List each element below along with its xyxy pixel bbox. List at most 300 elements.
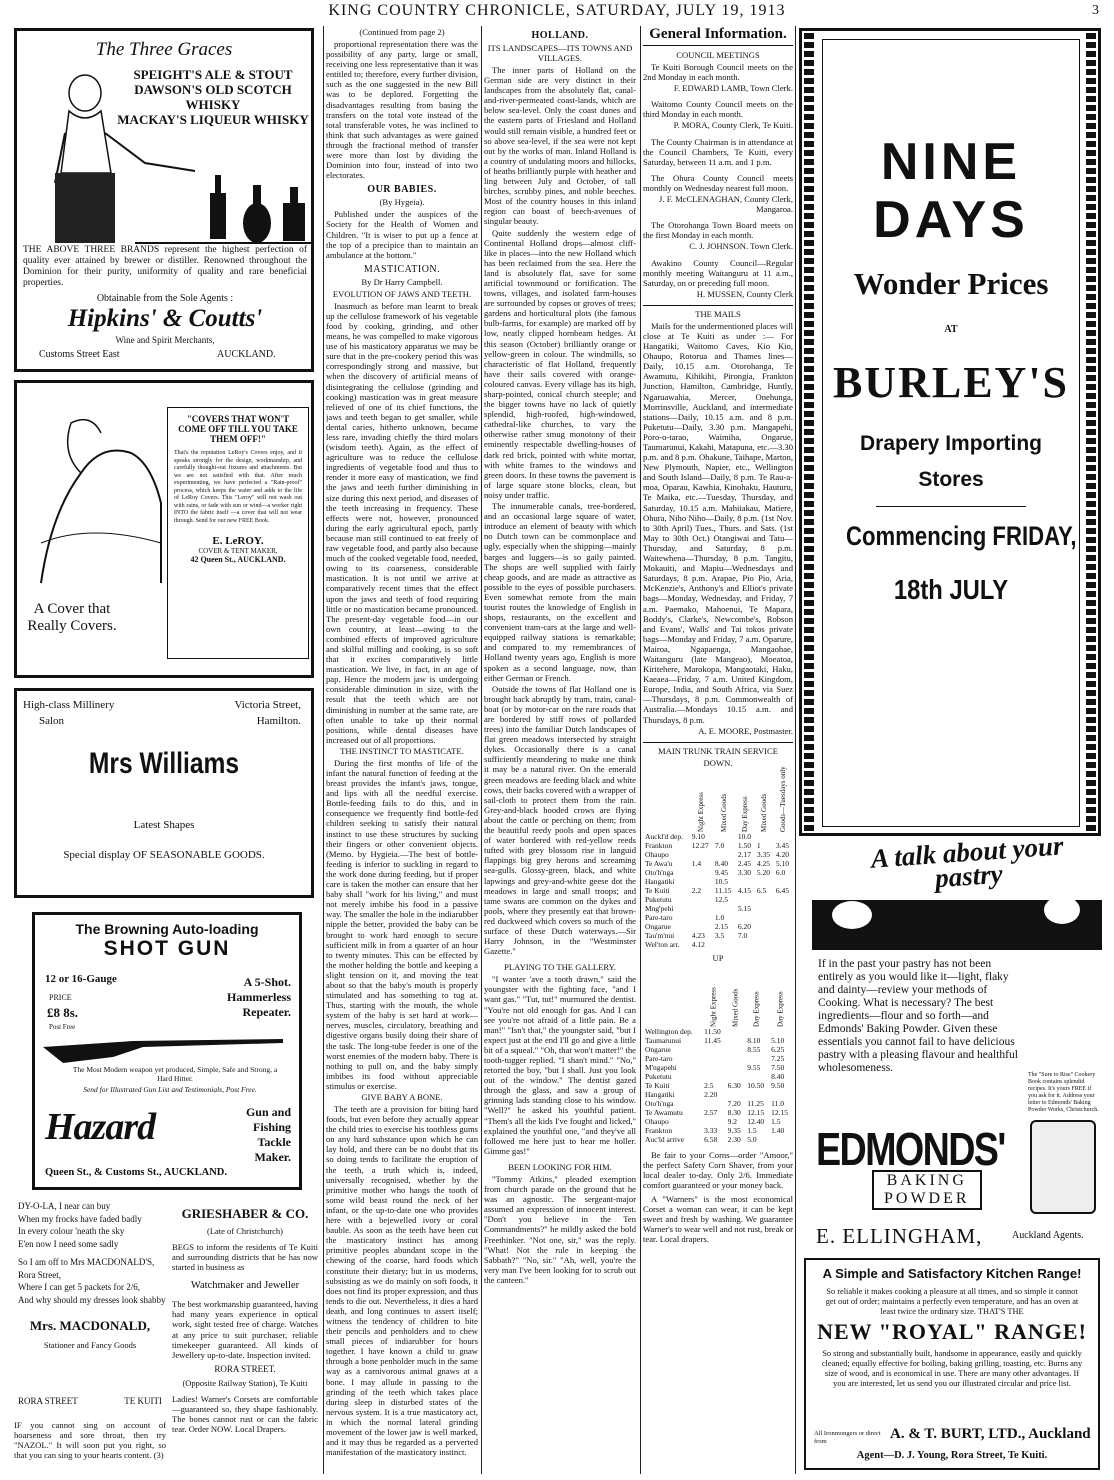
brand-3: MACKAY'S LIQUEUR WHISKY — [117, 112, 309, 127]
council-signature: F. EDWARD LAMB, Town Clerk. — [673, 83, 793, 94]
warner-ad: Ladies! Warner's Corsets are comfortable—guaranteed so, they shape fashionably. The bones cannot rust or can the fabric tear. Order NOW. Local Drapers. — [172, 1393, 318, 1435]
train-time — [774, 904, 793, 913]
train-time — [755, 940, 774, 949]
browning-right: A 5-Shot. Hammerless Repeater. — [227, 975, 291, 1019]
train-time — [745, 1054, 769, 1063]
train-time: 5.0 — [747, 1134, 757, 1144]
train-time — [690, 922, 713, 931]
leroy-trade: COVER & TENT MAKER, — [198, 547, 278, 555]
train-station: Ongarue — [645, 921, 671, 931]
train-time — [702, 1063, 726, 1072]
wonder-prices: Wonder Prices — [853, 266, 1049, 301]
train-time: 8.30 — [727, 1107, 741, 1117]
train-station: Pare-taro — [645, 912, 673, 922]
train-station: Oto'h'nga — [645, 867, 674, 877]
page-number: 3 — [1092, 3, 1100, 18]
train-table-header — [643, 770, 793, 832]
train-time: 12.27 — [691, 840, 709, 850]
train-table-row — [643, 913, 793, 922]
train-time: 2.30 — [727, 1134, 741, 1144]
train-time — [726, 1063, 746, 1072]
bone-heading: GIVE BABY A BONE. — [361, 1092, 443, 1102]
horse-illustration — [21, 393, 171, 593]
train-column-label: Day Express — [740, 796, 749, 832]
border-pattern — [804, 33, 814, 831]
train-time — [702, 1045, 726, 1054]
train-time — [702, 1117, 726, 1126]
graces-body: THE ABOVE THREE BRANDS represent the highest perfection of quality ever attained by brewer or distiller. Renowned throughout the Dominion for their purity, uniformity of quality and rare beneficial properties. — [23, 245, 307, 288]
train-time — [774, 940, 793, 949]
train-time: 2.2 — [691, 885, 702, 895]
train-time: 6.20 — [737, 921, 751, 931]
dyola-name: Mrs. MACDONALD, — [29, 1318, 151, 1333]
article-paragraph: "Tommy Atkins," pleaded exemption from church parade on the ground that he was an agnostic. The sergeant-major assumed an expression of innocent interest. "Don't you believe in the Ten Commandments?" he mildly asked the bold Freethinker. "Not one, sir," was the reply. "What! Not the rule in keeping the Sabbath?" "No, sir." "Ah, well, you're the very man I've been looking for to scrub out the canteen." — [484, 1173, 636, 1285]
train-time: 12.15 — [771, 1107, 788, 1117]
train-station: Te Kuiti — [645, 1080, 670, 1090]
train-station: M'ngapehi — [645, 1062, 677, 1072]
train-time — [726, 1036, 746, 1045]
train-station: Taumarunui — [645, 1035, 682, 1045]
dyola-line: DY-O-LA, I near can buy — [18, 1201, 111, 1211]
article-paragraph: During the first months of life of the infant the natural function of feeding at the breast provides the infant's jaws, tongue, and lips with all the needful exercise. Bottle-feeding fails to do this, and in consequence we frequently find bottle-fed children seeking to satisfy their natural instinct to use these structures by sucking their fingers or other convenient objects. (Memo. by Hygieia.—The best of bottle-feeding is inferior to suckling in regard to the work done during feeding, but if proper care is taken the mother can ensure that her baby shall "work for his living," and must not merely imbibe his food in a passive way. The smaller the hole in the indiarubber nipple the better, provided the baby can be brought to work hard enough to secure sufficient milk in from a quarter of an hour to twenty minutes. This can be effected by the mother holding the bottle and keeping a slight tension on it, and moving the teat about so that the baby's mouth is properly stimulated and has something to tug at. Thus, starting with the mouth, the whole system of the baby is set hard at work—nerves, muscles, circulatory, breathing and digestive organs busily doing their share of the task. The long-tube feeder is one of the worst enemies of the modern baby. There is nothing to pull on, and the baby simply imbibes its food without appreciable stimulus or exercise. — [326, 757, 478, 1091]
grieshaber-trade: Watchmaker and Jeweller — [190, 1280, 300, 1292]
grieshaber-ad — [172, 1206, 318, 1474]
train-time: 6.5 — [756, 885, 767, 895]
column-rule — [481, 26, 482, 1474]
ellingham-sub: Auckland Agents. — [1012, 1230, 1084, 1241]
train-time — [745, 1072, 769, 1081]
article-paragraph: Quite suddenly the western edge of Continental Holland drops—almost cliff-like in places—into the new Holland which has been reclaimed from the sea. Here the land is absolutely flat, save for some artificial townmound or fortification. The towns, villages, and isolated farm-houses are surrounded by copses or groves of trees; gardens and horticultural plots (the famous bulb-farms, for example) are marked off by low, neatly clipped hornbeam hedges. At this season (October) brilliantly orange or yellow-green in colour. The windmills, so characteristic of flat Holland, frequently have their sails covered with orange-coloured canvas. Every village has its high, sharp-pointed, conical church steeple; and the bigger towns have no lack of quietly splendid, high-roofed, high-windowed, cathedral-like churches, to vary the otherwise rather smug monotony of their eminently respectable dwelling-houses of dark red brick, pointed with white mortar, with white frames to the windows and green doors. In these towns the pavement is of large square stone blocks, clean, but noisy under traffic. — [484, 227, 636, 500]
train-time — [745, 1090, 769, 1099]
train-heading: MAIN TRUNK TRAIN SERVICE — [643, 742, 793, 756]
stores-text: Stores — [918, 468, 984, 491]
train-table-row — [643, 922, 793, 931]
train-time: 1.0 — [714, 912, 725, 922]
leroy-body: That's the reputation LeRoy's Covers enjoy, and it speaks strongly for the design, workmanship, and carefully thought-out fixtures and attachments. But we are not satisfied with that. After much experimenting, we have perfected a "Rain-proof" process, which keeps the water and adds to the life of LeRoy Covers. This "Leroy" will not wash out with rains, or fade with sun or wind—a worker right INTO the fabric itself —a cover that will not wear through. Send for our new FREE Book. — [174, 450, 302, 524]
train-time: 10.5 — [714, 876, 729, 886]
train-time: 5.10 — [775, 858, 790, 868]
browning-title: The Browning Auto-loading — [75, 921, 259, 937]
train-column-label: Night Express — [709, 986, 718, 1027]
train-table-row — [643, 841, 793, 850]
train-time: 12.40 — [747, 1116, 765, 1126]
train-time — [702, 1099, 726, 1108]
train-time: 6.58 — [704, 1134, 718, 1144]
train-time — [774, 895, 793, 904]
train-time — [774, 931, 793, 940]
train-time — [702, 1054, 726, 1063]
train-time — [755, 931, 774, 940]
train-time — [726, 1090, 746, 1099]
dyola-line: In every colour 'neath the sky — [18, 1226, 125, 1236]
range-body: So reliable it makes cooking a pleasure at all times, and so simple it cannot get out of order; maintains a perfectly even temperature, and has an oven at least twice the ordinary size. THAT'S THE — [825, 1287, 1079, 1316]
corset-ad: A "Warners" is the most economical Corset a woman can wear, it can be kept sweet and fresh by washing. We guarantee Warner's to wear well and not rust, break or tear. Local drapers. — [643, 1194, 793, 1245]
date-text: 18th JULY — [893, 574, 1009, 605]
train-time — [774, 922, 793, 931]
train-time — [690, 895, 713, 904]
browning-brand-right: Gun and Fishing Tackle Maker. — [245, 1105, 291, 1164]
masthead — [0, 0, 1114, 22]
column-health — [326, 26, 478, 1474]
burleys-name: BURLEY'S — [832, 358, 1070, 407]
train-time: 2.5 — [704, 1080, 714, 1090]
train-time — [755, 895, 774, 904]
train-time — [755, 913, 774, 922]
dyola-sub: Stationer and Fancy Goods — [43, 1340, 137, 1350]
edmonds-powder: POWDER — [884, 1190, 970, 1207]
train-time — [726, 1054, 746, 1063]
leroy-ad — [14, 380, 314, 678]
train-table-row — [643, 1063, 793, 1072]
our-babies-heading: OUR BABIES. — [367, 184, 437, 196]
train-time: 2.57 — [704, 1107, 718, 1117]
train-time: 3.35 — [756, 849, 770, 859]
train-up-table — [643, 965, 793, 1144]
grieshaber-body-2: The best workmanship guaranteed, having had many years experience in optical work, sight tested free of charge. Watches at any price to suit purchaser, reliable timekeeper guaranteed. All kinds of Jewellery up-to-date. Inspection invited. — [172, 1299, 318, 1360]
train-station: Puketutu — [645, 894, 672, 904]
shotgun-illustration — [43, 1027, 293, 1067]
browning-gauge: 12 or 16-Gauge — [45, 973, 117, 985]
train-time: 8.40 — [714, 858, 729, 868]
train-time: 3.5 — [714, 930, 725, 940]
train-station: Pare-taro — [645, 1053, 673, 1063]
train-time: 10.50 — [747, 1080, 765, 1090]
barman-illustration — [25, 63, 314, 253]
brand-1: SPEIGHT'S ALE & STOUT — [133, 67, 293, 82]
train-time: 1 — [756, 840, 761, 850]
graces-agents-label: Obtainable from the Sole Agents : — [96, 293, 234, 304]
royal-range: NEW "ROYAL" RANGE! — [817, 1319, 1087, 1344]
train-station: Ongarue — [645, 1044, 671, 1054]
train-station: Oto'h'nga — [645, 1098, 674, 1108]
article-paragraph: The teeth are a provision for biting hard foods, but even before they actually appear the child tries to exercise his toothless gums on any hard substance upon which he can lay hold, and there can be no doubt that its so doing tends to facilitate the eruption of the teeth, a truth which is, indeed, universally recognised, whether by the primitive mother who hangs the tooth of some wild beast round the neck of her infant, or the up-to-date one who provides here with a bejewelled ivory or coral bauble. As soon as the teeth have been cut the masticatory instinct has among primitive peoples abundant scope in the chewing of the coarse, hard foods which constitute their dietary; but in us moderns, subsisting as we do mainly on soft foods, it does not find its proper expression, and thus tends to die out. Nevertheless, it dies a hard death, and long continues to assert itself; witness the tendency of children to bite their pencils and penholders and to chew small pieces of indiarubber for hours together. I have known a child to gnaw through a bone penholder much in the same way as a carnivorous animal gnaws at a bone. I may allude in passing to the grinding of the teeth which takes place during sleep in disturbed states of the nervous system. It is a true masticatory act, in which the normal lateral grinding movement of the lower jaw is well marked, and it may thus be regarded as a perverted manifestation of the masticatory instinct. — [326, 1104, 478, 1458]
train-station: Te Awa'u — [645, 858, 673, 868]
train-time — [702, 1072, 726, 1081]
burleys-ad — [799, 28, 1101, 836]
williams-name: Mrs Williams — [88, 747, 240, 780]
graces-city: AUCKLAND. — [217, 349, 276, 360]
train-time — [690, 913, 713, 922]
edmonds-ad — [812, 830, 1102, 1252]
column-rule — [795, 26, 796, 1474]
graces-agents: Hipkins' & Coutts' — [67, 305, 263, 332]
council-heading: COUNCIL MEETINGS — [676, 50, 760, 60]
train-time: 12.15 — [747, 1107, 765, 1117]
browning-send: Send for Illustrated Gun List and Testimonials, Post Free. — [83, 1085, 257, 1094]
edmonds-brand: EDMONDS' — [816, 1123, 1005, 1175]
train-column-label: Mixed Goods — [759, 793, 768, 832]
grieshaber-street: RORA STREET. — [214, 1363, 276, 1374]
leroy-address: 42 Queen St., AUCKLAND. — [190, 555, 286, 564]
dyola-lines — [18, 1200, 166, 1306]
column-rule — [640, 26, 641, 1474]
border-pattern — [1086, 33, 1096, 831]
williams-right-2: Hamilton. — [256, 715, 301, 727]
article-paragraph: "I wanter 'ave a tooth drawn," said the youngster with the fighting face, "and I want gas." "Tut, tut!" murmured the dentist. "You're not old enough for gas. And I can see you're not afraid of a little pain. Be a man!" "Isn't that," the youngster said, "but I expect just at the end I'll go and give a little bit of a squeal." "Oh, that won't matter!" the tooth-tugger replied. "I shan't mind." "No," retorted the boy, "but I shall. Just you look out of the window." The dentist gazed through the glass, and saw a group of grinning lads standing close to his window. "Well?" he asked his youthful patient. "Them's all the kids I've fought and licked," explained the youthful one, "and they've all followed me here just to hear me holler. Gimme gas!" — [484, 974, 636, 1156]
train-time: 9.55 — [747, 1062, 761, 1072]
days-text: DAYS — [873, 191, 1029, 249]
train-time: 11.25 — [747, 1098, 764, 1108]
council-signature: C. J. JOHNSON. Town Clerk. — [689, 241, 793, 252]
article-paragraph: proportional representation there was the possibility of any party, large or small, receiving one less representative than it was entitled to; therefore, every further division, such as the one suggested in the new Bill was to be deplored. Forgetting the disadvantages resulting from basing the transfers on the total vote instead of the total transferable votes, he was inclined to think that such advantages as were gained through the fractional method of transfer were more than lost by dividing the Dominion into four, instead of into two electorates. — [326, 39, 478, 181]
ellingham-name: E. ELLINGHAM, — [816, 1224, 983, 1248]
holland-subheading: ITS LANDSCAPES—ITS TOWNS AND VILLAGES. — [487, 43, 633, 63]
williams-ad — [14, 688, 314, 898]
dyola-line: Where I can get 5 packets for 2/6, — [18, 1282, 140, 1292]
train-time — [769, 1027, 793, 1036]
train-station: Auc'ld arrive — [645, 1134, 685, 1144]
train-time: 2.20 — [704, 1089, 718, 1099]
train-station: Te Awamutu — [645, 1107, 683, 1117]
leroy-quote: "COVERS THAT WON'T COME OFF TILL YOU TAKE THEM OFF!" — [178, 414, 298, 444]
train-station: Frankton — [645, 1125, 673, 1135]
train-table-row — [643, 832, 793, 841]
train-table-row — [643, 859, 793, 868]
at-text: AT — [944, 324, 958, 335]
instinct-heading: THE INSTINCT TO MASTICATE. — [340, 745, 464, 756]
train-time — [755, 904, 774, 913]
dyola-line: So I am off to Mrs MACDONALD'S, Rora Street, — [18, 1257, 155, 1280]
train-time: 5.10 — [771, 1035, 785, 1045]
browning-brand: Hazard — [45, 1106, 156, 1148]
looking-heading: BEEN LOOKING FOR HIM. — [508, 1161, 612, 1172]
article-paragraph: The inner parts of Holland on the German side are very distinct in their landscapes from the absolutely flat, canal-and-river-permeated coast-lands, which are below sea-level. Only the coast dunes and the eastern parts of Friesland and Holland would still remain visible, a hundred feet or so above sea-level, if the sea were not kept out by the works of man. Inland Holland is a country of undulating moors and hillocks, of heaths brilliantly purple with heather and ling between July and October, of tall birches, scrubby pines, and noble beeches. Most of the country houses in this inland region can boast of beech-avenues of singular beauty. — [484, 65, 636, 227]
train-time — [774, 913, 793, 922]
train-column-label: Goods—Tuesdays only — [778, 765, 787, 832]
train-station: Wel'ton arr. — [645, 939, 680, 949]
train-time: 6.0 — [775, 867, 786, 877]
dyola-right: TE KUITI — [124, 1396, 162, 1406]
browning-body: The Most Modern weapon yet produced, Simple, Safe and Strong, a Hard Hitter. — [72, 1065, 278, 1083]
council-signature: P. MORA, County Clerk, Te Kuiti. — [673, 120, 793, 131]
train-table-row — [643, 931, 793, 940]
train-time — [713, 940, 736, 949]
article-paragraph: Published under the auspices of the Society for the Health of Women and Children. "It is wiser to put up a fence at the top of a precipice than to maintain an ambulance at the bottom." — [326, 209, 478, 260]
train-table-row — [643, 1081, 793, 1090]
train-time: 11.45 — [704, 1035, 721, 1045]
train-time — [690, 850, 713, 859]
column-general-info — [643, 26, 793, 1474]
train-station: Hangatiki — [645, 1089, 675, 1099]
train-station: Frankton — [645, 840, 673, 850]
train-time: 12.5 — [714, 894, 729, 904]
council-notice: Waitomo County Council meets on the third Monday in each month. — [643, 99, 793, 120]
drapery-text: Drapery Importing — [859, 432, 1043, 455]
article-paragraph: Outside the towns of flat Holland one is brought back abruptly by tram, train, canal-boat (or by motor-car on the rare roads that are bordered by stiff rows of pollarded trees) into the familiar Dutch landscapes of flat green meadows intersected by straight dykes. Occasionally there is a canal sufficiently meandering to make one think it may be a natural river. On the emerald green meadows are feeding black and white cows, their backs covered with a wrapper of sail-cloth to protect them from the rain. Grey-and-black hooded crows are flying about the cattle or perching on them; from the beautiful reedy pools and open spaces of water bordered with red-yellow reeds tufted with grey blossom rise in languid flappings big grey herons and screaming sea-gulls. Glossy-green, black, and white lapwings and grey-and-white geese dot the meadows in large and small troops; and tame swans are common on the dykes and pools, where they presently eat that brown-red duckweed which covers so much of the surface of these Dutch waterways.—Sir Harry Johnson, in the "Westminster Gazette." — [484, 683, 636, 957]
train-column-label: Night Express — [696, 791, 705, 832]
train-table-row — [643, 850, 793, 859]
train-time: 9.35 — [727, 1125, 741, 1135]
mastication-author: By Dr Harry Campbell. — [361, 276, 443, 287]
train-time — [769, 1135, 793, 1144]
graces-title: The Three Graces — [95, 39, 233, 60]
range-title: A Simple and Satisfactory Kitchen Range! — [822, 1266, 1082, 1281]
train-time: 4.23 — [691, 930, 705, 940]
train-time — [713, 832, 736, 841]
holland-heading: HOLLAND. — [531, 30, 589, 41]
train-time — [736, 895, 755, 904]
train-time: 11.50 — [704, 1026, 721, 1036]
train-table-row — [643, 1072, 793, 1081]
train-table-row — [643, 1099, 793, 1108]
train-time: 1.50 — [737, 840, 751, 850]
train-station: Ohaupo — [645, 849, 669, 859]
train-time: 8.40 — [771, 1071, 785, 1081]
train-table-row — [643, 1117, 793, 1126]
train-table-row — [643, 886, 793, 895]
train-table-row — [643, 877, 793, 886]
train-time: 5.20 — [756, 867, 770, 877]
gallery-heading: PLAYING TO THE GALLERY. — [504, 962, 616, 973]
leroy-name: E. LeROY. — [212, 535, 264, 547]
train-time: 1.5 — [771, 1116, 781, 1126]
grieshaber-body: BEGS to inform the residents of Te Kuiti and surrounding districts that he has now started in business as — [172, 1242, 318, 1273]
train-time: 2.45 — [737, 858, 751, 868]
train-time: 9.2 — [727, 1116, 738, 1126]
range-body-2: So strong and substantially built, handsome in appearance, easily and quickly cleaned; equally effective for boiling, baking grilling, toasting, etc. Burns any size of wood, and is economical in use. There are many other advantages. If you are interested, let us send you our illustrated circular and price list. — [821, 1349, 1083, 1388]
dyola-left: RORA STREET — [18, 1396, 78, 1406]
hygeia-byline: (By Hygeia). — [379, 197, 425, 208]
williams-shapes: Latest Shapes — [133, 819, 195, 831]
train-time — [736, 940, 755, 949]
nine-text: NINE — [880, 133, 1022, 191]
train-column-label: Mixed Goods — [719, 793, 728, 832]
train-time: 9.10 — [691, 831, 705, 841]
train-station: Wellington dep. — [645, 1026, 693, 1036]
williams-right-1: Victoria Street, — [234, 699, 301, 711]
mails-heading: THE MAILS — [643, 305, 793, 319]
train-time: 10.0 — [737, 831, 751, 841]
grieshaber-title: GRIESHABER & CO. — [181, 1206, 309, 1221]
edmonds-baking: BAKING — [886, 1172, 967, 1189]
train-time: 7.20 — [727, 1098, 741, 1108]
nazol-ad: IF you cannot sing on account of hoarseness and sore throat, then try "NAZOL." It will soon put you right, so that you can sing to your hearts content. (3) — [14, 1420, 166, 1460]
cooks-illustration — [812, 890, 1102, 950]
train-table-row — [643, 1126, 793, 1135]
train-time: 1.5 — [747, 1125, 757, 1135]
commencing-text: Commencing FRIDAY, — [846, 521, 1077, 551]
train-time: 3.30 — [737, 867, 751, 877]
browning-price-label: PRICE — [49, 993, 72, 1002]
train-time: 6.30 — [727, 1080, 741, 1090]
dyola-line: When my frocks have faded badly — [18, 1213, 142, 1224]
train-table-row — [643, 904, 793, 913]
column-rule — [323, 26, 324, 1474]
train-table-row — [643, 1108, 793, 1117]
train-time — [774, 832, 793, 841]
train-time — [736, 877, 755, 886]
train-down-table — [643, 765, 793, 949]
leroy-caption: A Cover that Really Covers. — [27, 601, 117, 634]
train-table-row — [643, 1054, 793, 1063]
pastry-body: If in the past your pastry has not been entirely as you would like it—light, flaky and dainty—review your methods of Cooking. What is necessary? The best ingredients—flour and so forth—and Edmonds' Baking Powder. Given these essentials you cannot fail to have delicious pastry with a pleasing flavour and healthful wholesomeness. — [818, 958, 1018, 1074]
corns-ad: Be fair to your Corns—order "Amoor," the perfect Safety Corn Shaver, from your local dealer to-day. Only 2/6. Immediate comfort guaranteed or your money back. — [643, 1149, 793, 1190]
train-time: 1.4 — [691, 858, 702, 868]
train-time — [713, 904, 736, 913]
train-time: 2.17 — [737, 849, 751, 859]
train-down-heading: DOWN. — [703, 757, 733, 768]
williams-left-2: Salon — [39, 715, 65, 727]
train-time: 3.45 — [775, 840, 790, 850]
train-time: 9.45 — [714, 867, 729, 877]
article-paragraph: Inasmuch as before man learnt to break up the cellulose framework of his vegetable food by cooking, grinding, and other means, he was compelled to make vigorous use of his masticatory apparatus we may be sure that in the pre-cookery period this was correspondingly strong and massive, but when the discovery of artificial means of disintegrating the cellulose (grinding and cooking) mastication was in great measure relieved of one of its chief functions, the jaws and teeth began to get smaller, while dental caries, hitherto unknown, became less rare, invading chiefly the third molars (wisdom teeth). Again, as the effect of agriculture was to reduce the cellulose ingredients of vegetable food and thus to render it more easy of mastication, we find the jaws and teeth further diminishing in size during this next period, and diseases of the teeth increasing in frequency. These effects were not, however, pronounced during the early agricultural epoch, partly because man still continued to eat freely of raw vegetable food, and partly also because much of the cooked vegetable food, needed, owing to its coarseness, considerable mastication. It is not until we arrive at comparatively recent times that the effect upon the jaws and teeth of food requiring little or no mastication became pronounced. The present-day vegetable food—in our own country, at least—owing to the combined effects of improved agriculture and skilful milling and cooking, is so soft that it excites comparatively little mastication. We live, in fact, in an age of pap. Hence the modern jaw is undergoing considerable diminution in size, with the result that the teeth which are not diminishing in number at the same rate, are often unable to take up their normal positions, while dental diseases have increased out of all proportions. — [326, 300, 478, 745]
dyola-line: And why should my dresses look shabby — [18, 1294, 166, 1305]
train-time — [755, 877, 774, 886]
train-time — [726, 1027, 746, 1036]
browning-post: Post Free — [49, 1023, 76, 1031]
brand-2: DAWSON'S OLD SCOTCH WHISKY — [134, 82, 292, 112]
train-time: 7.0 — [737, 930, 748, 940]
train-station: Ohaupo — [645, 1116, 669, 1126]
mastication-heading: MASTICATION. — [363, 263, 441, 275]
train-time — [713, 850, 736, 859]
train-station: Mng'pehi — [645, 903, 674, 913]
train-time — [690, 904, 713, 913]
pastry-title: A talk about your pastry — [869, 830, 1065, 894]
council-signature: J. F. McCLENAGHAN, County Clerk, Mangaroa. — [659, 194, 793, 215]
williams-display: Special display OF SEASONABLE GOODS. — [63, 849, 265, 861]
train-time — [769, 1090, 793, 1099]
train-table-row — [643, 895, 793, 904]
train-table-row — [643, 1135, 793, 1144]
council-notice: The County Chairman is in attendance at the Council Chambers, Te Kuiti, every Saturday, between 11 a.m. and 1 p.m. — [643, 136, 793, 167]
train-time: 5.15 — [737, 903, 751, 913]
train-time: 11.0 — [771, 1098, 784, 1108]
range-firm: A. & T. BURT, LTD., Auckland — [890, 1426, 1091, 1442]
train-time — [690, 868, 713, 877]
graces-address: Customs Street East — [39, 349, 120, 360]
grieshaber-late: (Late of Christchurch) — [207, 1226, 283, 1236]
council-signature: H. MUSSEN, County Clerk — [696, 288, 793, 299]
browning-address: Queen St., & Customs St., AUCKLAND. — [45, 1167, 228, 1178]
train-table-row — [643, 1036, 793, 1045]
train-up-heading: UP — [712, 952, 724, 963]
train-station: Te Kuiti — [645, 885, 670, 895]
train-table-row — [643, 1090, 793, 1099]
train-time: 3.33 — [704, 1125, 718, 1135]
train-time — [755, 922, 774, 931]
dyola-ad — [14, 1200, 166, 1414]
train-time — [690, 877, 713, 886]
train-time — [726, 1072, 746, 1081]
train-station: Tau'm'nui — [645, 930, 675, 940]
evolution-heading: EVOLUTION OF JAWS AND TEETH. — [332, 288, 472, 299]
train-time: 4.20 — [775, 849, 790, 859]
graces-agents-sub: Wine and Spirit Merchants, — [115, 335, 215, 345]
train-table-header — [643, 965, 793, 1027]
council-notice: Te Kuiti Borough Council meets on the 2nd Monday in each month. — [643, 62, 793, 83]
range-from: All Ironmongers or direct from — [814, 1430, 881, 1445]
train-time: 11.15 — [714, 885, 732, 895]
train-time: 4.12 — [691, 939, 705, 949]
train-time — [745, 1027, 769, 1036]
train-time: 6.45 — [775, 885, 790, 895]
dyola-line: E'en now I need some sadly — [18, 1238, 119, 1249]
grieshaber-station: (Opposite Railway Station), Te Kuiti — [182, 1377, 308, 1388]
train-time — [726, 1045, 746, 1054]
train-station: Hangatiki — [645, 876, 675, 886]
column-holland — [484, 26, 636, 1474]
train-table-row — [643, 940, 793, 949]
train-station: Puketutu — [645, 1071, 672, 1081]
browning-gun: SHOT GUN — [103, 937, 231, 960]
article-paragraph: The innumerable canals, tree-bordered, and an occasional large square of water, introduce an element of beauty with which no Dutch town can be commonplace and ugly, especially when the shipping—mainly barges and luggers—is so gaily painted. The shops are well supplied with fairly cheap goods, and are made as attractive as possible to the eyes of possible purchasers. Even somewhat remote from the main tourist routes the knowledge of English in shops, restaurants, on the excellent and convenient tram-cars at the large and well-equipped railway stations is remarkable; and compared to my remembrances of Holland twenty years ago, English is more spoken as a second language, now, than either German or French. — [484, 501, 636, 683]
browning-price: £8 8s. — [47, 1005, 79, 1020]
train-time: 4.25 — [756, 858, 770, 868]
three-graces-ad — [14, 28, 314, 372]
mails-notice: Mails for the undermentioned places will close at Te Kuiti as under :— For Hangatiki, Waitomo Caves, Kio Kio, Ohaupo, Rotorua and Thames lines—Daily, 10.15 a.m. Otorohanga, Te Awamutu, Kihikihi, Pirongia, Frankton Junction, Hamilton, Cambridge, Huntly, Ngaruawahia, Mercer, Onehunga, Morrinsville, Auckland, and intermediate stations—Daily, 10.15 a.m. and 8 p.m. Puketutu—Daily, 3.30 p.m. Mangapehi, Poro-o-tarao, Waimiha, Ongarue, Taumarunui, Kakahi, Matapuna, etc.—3.30 p.m. and 8 p.m. Ohakune, Taihape, Marton, New Plymouth, Napier, etc., Wellington and South Island—Daily, 8 p.m. Te Rau-a-moa, Oparau, Kawhia, Kinohaku, Hauturu, Te Maika, etc.—Tuesday, Thursday, and Saturday, 10.15 a.m. Mahiiakau, Matiere, Ohura, Niho Niho—Daily, 8 p.m. (1st Nov. to 30th April) Tues., Thurs. and Sats. (1st May to 30th Oct.) Otangiwai and Tatu—Thursday, and Saturday, 8 p.m. Waitewhena—Thursday, 8 p.m. Tangitu, Mokauiti, and Mapiu—Wednesdays and Saturdays, 8 p.m. Arapae, Pio Pio, Aria, McKenzie's, Anthony's and Elliot's private bags—Monday, Wednesday, and Friday, 7 a.m. Paemako, Mahoenui, Te Mapara, Boddy's, Clarke's, Newcombe's, Robson and Evans', Walls' and Tai tokos private bags—Monday and Friday, 7 a.m. Oparure, Mairoa, Ngapaenga, Mangaohae, Waitanguru (late Mangeao), Moeatoa, Kiritehere, Marokopa, Mangaotaki, Haku, Kaeaea—Friday, 7 a.m. United Kingdom, Europe, India, and South Africa, via Suez—Thursdays, 8 p.m. Commonwealth of Australia.—Mondays 10.15 a.m. and Thursdays, 8 p.m. — [643, 320, 793, 725]
train-table-row — [643, 868, 793, 877]
